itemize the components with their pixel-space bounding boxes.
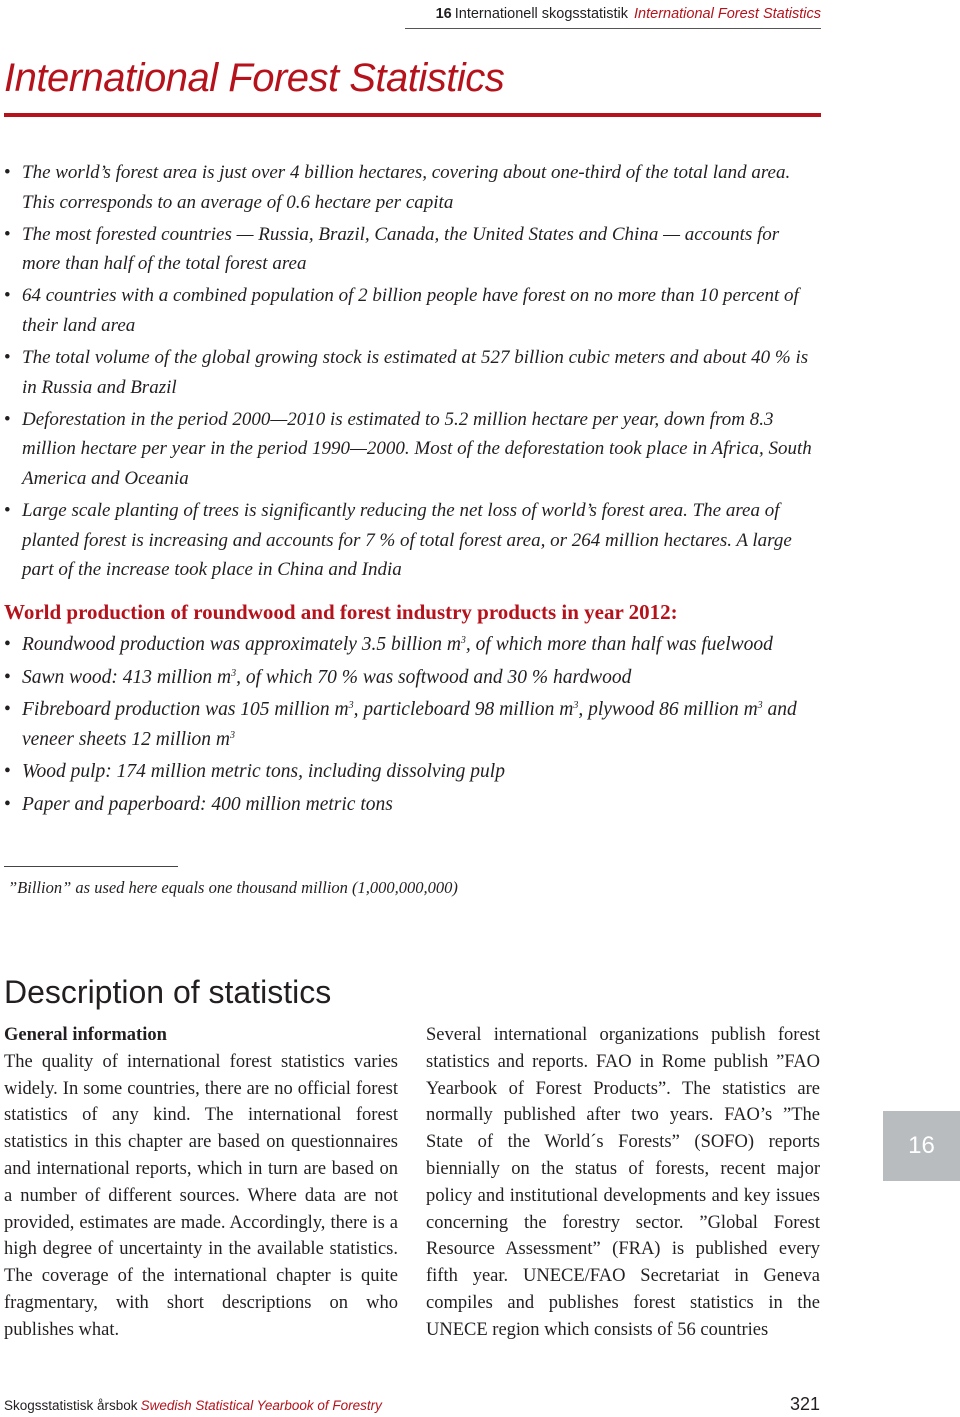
footer-publication [4,1396,382,1416]
footnote-rule [4,866,178,867]
bullet-icon: • [4,347,11,369]
chapter-tab: 16 [883,1111,960,1181]
subheading-general-information: General information [4,1025,167,1045]
production-list [0,630,815,823]
header-rule [405,28,821,29]
bullet-icon: • [4,761,11,783]
fact-item: • The world’s forest area is just over 4 billion hectares, covering about one-third of the total land area. This corresponds to an average of 0.6 hectare per capita [0,158,815,217]
organizations-text: Several international organizations publish forest statistics and reports. FAO in Rome publish ”FAO Yearbook of Forest Products”. The statistics are normally published after two years. FAO’s ”The State of the World´s Forests” (SOFO) reports biennially on the status of forests, recent major policy and institutional developments and key issues concerning the forestry sector. ”Global Forest Resource Assessment” (FRA) is published every fifth year. UNECE/FAO Secretariat in Geneva compiles and publishes forest statistics in the UNECE region which consists of 56 countries [426,1025,820,1340]
bullet-icon: • [4,793,11,815]
description-left-column [4,1022,398,1344]
production-item-fibreboard: • Fibreboard production was 105 million $m^3$, particleboard 98 million $m^3$, plywood 86 million $m^3$ and veneer sheets 12 million $m^3$ [0,695,815,754]
footer-title-english: Swedish Statistical Yearbook of Forestry [140,1398,382,1413]
description-right-column [426,1022,820,1344]
production-item-paper: • Paper and paperboard: 400 million metric tons [0,790,815,820]
fact-item: • The most forested countries — Russia, Brazil, Canada, the United States and China — accounts for more than half of the total forest area [0,220,815,279]
footnote: ”Billion” as used here equals one thousand million (1,000,000,000) [8,878,458,897]
running-title-english: International Forest Statistics [634,6,821,22]
production-item-pulp: • Wood pulp: 174 million metric tons, including dissolving pulp [0,757,815,787]
title-rule [4,113,821,117]
bullet-icon: • [4,285,11,307]
production-heading: World production of roundwood and forest industry products in year 2012: [4,600,678,624]
bullet-icon: • [4,634,11,655]
bullet-icon: • [4,223,11,245]
bullet-icon: • [4,699,11,721]
section-heading: Description of statistics [4,974,332,1010]
chapter-number: 16 [435,6,452,22]
fact-item: • 64 countries with a combined population of 2 billion people have forest on no more than 10 percent of their land area [0,281,815,340]
production-item-sawnwood: • Sawn wood: 413 million $m^3$, of which 70 % was softwood and 30 % hardwood [0,663,815,693]
bullet-icon: • [4,162,11,183]
fact-item: • Large scale planting of trees is significantly reducing the net loss of world’s forest area. The area of planted forest is increasing and accounts for 7 % of total forest area, or 264 million hectares. A large part of the increase took place in China and India [0,496,815,585]
running-title-swedish: Internationell skogsstatistik [454,6,629,22]
bullet-icon: • [4,408,11,430]
fact-item: • Deforestation in the period 2000—2010 is estimated to 5.2 million hectare per year, down from 8.3 million hectare per year in the period 1990—2000. Most of the deforestation took place in Africa, South America and Oceania [0,405,815,494]
page-title: International Forest Statistics [4,56,505,100]
page-number: 321 [790,1394,821,1414]
bullet-icon: • [4,500,11,522]
production-item-roundwood: • Roundwood production was approximately 3.5 billion $m^3$, of which more than half was fuelwood [0,630,815,660]
key-facts-list [0,158,815,587]
footer-title-swedish: Skogsstatistisk årsbok [4,1398,138,1413]
bullet-icon: • [4,666,11,688]
fact-item: • The total volume of the global growing stock is estimated at 527 billion cubic meters and about 40 % is in Russia and Brazil [0,343,815,402]
general-information-text: The quality of international forest statistics varies widely. In some countries, there are no official forest statistics of any kind. The international forest statistics in this chapter are based on questionnaires and international reports, which in turn are based on a number of different sources. Where data are not provided, estimates are made. Accordingly, there is a high degree of uncertainty in the available statistics. The coverage of the international chapter is quite fragmentary, with short descriptions on who publishes what. [4,1051,398,1340]
running-header [405,4,821,24]
